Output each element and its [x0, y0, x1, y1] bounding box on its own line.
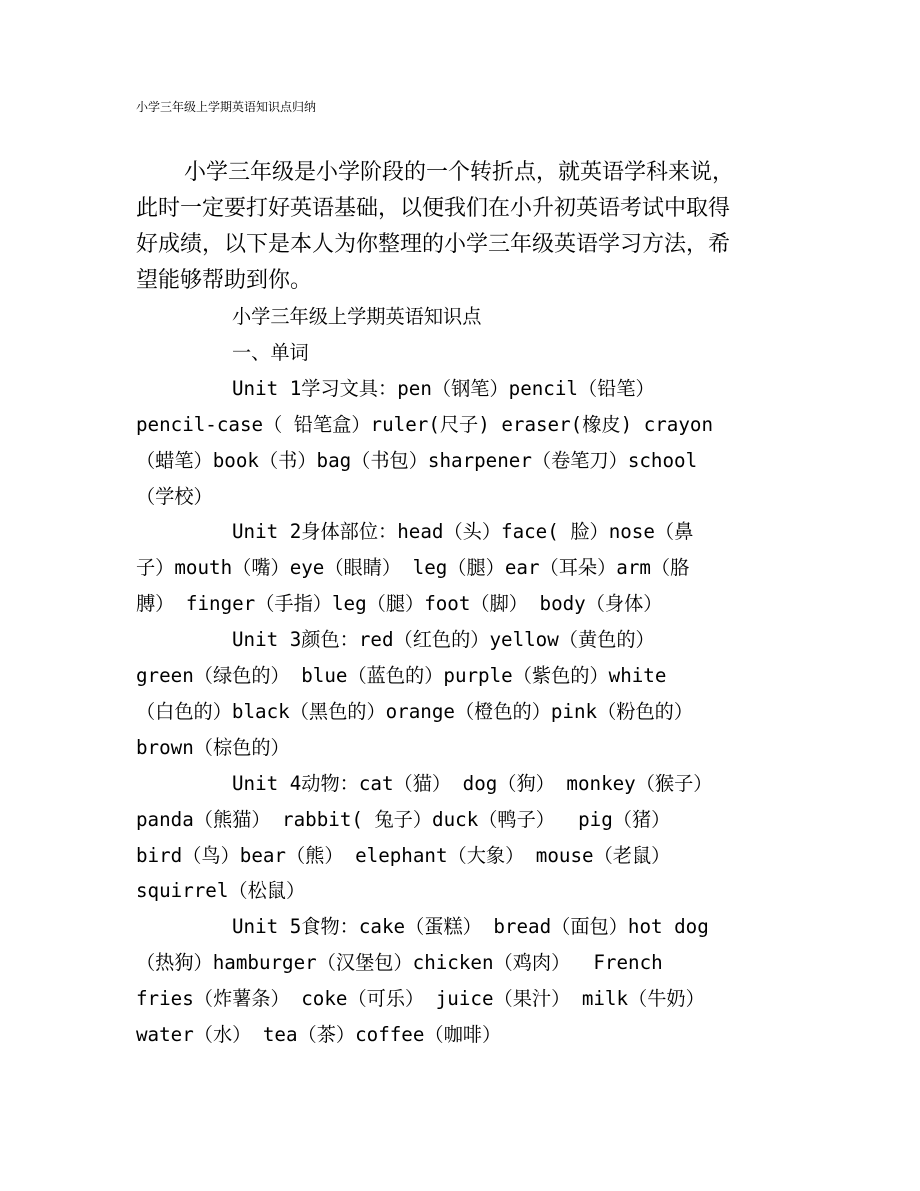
document-header: 小学三年级上学期英语知识点归纳: [136, 100, 317, 114]
unit4-line-3: bird（鸟）bear（熊） elephant（大象） mouse（老鼠）: [136, 844, 671, 867]
unit4-line-1: Unit 4动物：cat（猫） dog（狗） monkey（猴子）: [232, 772, 713, 795]
unit1-line-3: （蜡笔）book（书）bag（书包）sharpener（卷笔刀）school: [136, 449, 698, 472]
unit5-line-4: water（水） tea（茶）coffee（咖啡）: [136, 1023, 502, 1046]
unit1-line-4: （学校）: [136, 485, 213, 508]
unit2-line-3: 膊） finger（手指）leg（腿）foot（脚） body（身体）: [136, 592, 663, 615]
intro-line-4: 望能够帮助到你。: [136, 268, 313, 293]
intro-line-3: 好成绩，以下是本人为你整理的小学三年级英语学习方法，希: [136, 232, 731, 257]
intro-line-2: 此时一定要打好英语基础，以便我们在小升初英语考试中取得: [136, 196, 731, 221]
unit5-line-3: fries（炸薯条） coke（可乐） juice（果汁） milk（牛奶）: [136, 987, 705, 1010]
unit4-line-4: squirrel（松鼠）: [136, 879, 306, 902]
unit1-line-1: Unit 1学习文具：pen（钢笔）pencil（铅笔）: [232, 377, 655, 400]
unit2-line-2: 子）mouth（嘴）eye（眼睛） leg（腿）ear（耳朵）arm（胳: [136, 556, 690, 579]
section-title: 小学三年级上学期英语知识点: [232, 305, 482, 328]
unit3-line-4: brown（棕色的）: [136, 736, 290, 759]
unit5-line-2: （热狗）hamburger（汉堡包）chicken（鸡肉） French: [136, 951, 663, 974]
section-subtitle: 一、单词: [232, 341, 309, 364]
unit2-line-1: Unit 2身体部位：head（头）face( 脸）nose（鼻: [232, 520, 694, 543]
unit3-line-2: green（绿色的） blue（蓝色的）purple（紫色的）white: [136, 664, 667, 687]
unit3-line-1: Unit 3颜色：red（红色的）yellow（黄色的）: [232, 628, 655, 651]
intro-line-1: 小学三年级是小学阶段的一个转折点，就英语学科来说，: [184, 160, 735, 185]
unit5-line-1: Unit 5食物：cake（蛋糕） bread（面包）hot dog: [232, 915, 709, 938]
unit3-line-3: （白色的）black（黑色的）orange（橙色的）pink（粉色的）: [136, 700, 694, 723]
unit4-line-2: panda（熊猫） rabbit( 兔子）duck（鸭子） pig（猪）: [136, 808, 671, 831]
unit1-line-2: pencil-case（ 铅笔盒）ruler(尺子) eraser(橡皮) crayon: [136, 413, 714, 436]
